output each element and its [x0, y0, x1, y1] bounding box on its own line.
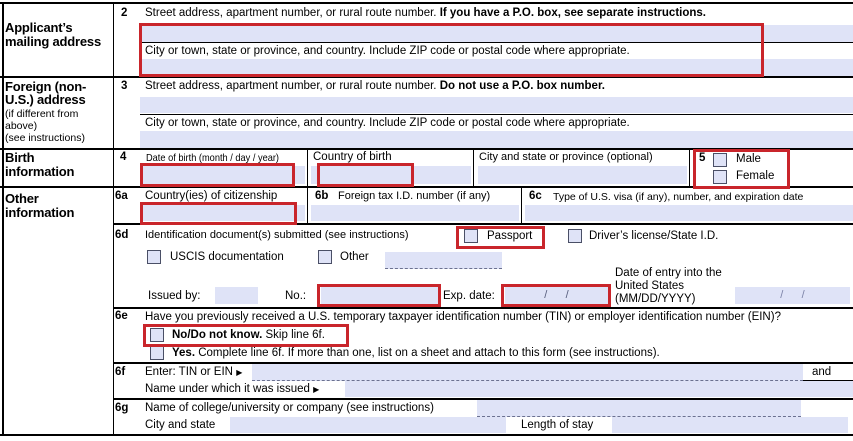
border-left: [2, 2, 4, 436]
section-note-foreign-1: (if different from: [5, 108, 79, 120]
label-column-divider: [113, 2, 114, 435]
section-label-foreign-2: U.S.) address: [5, 92, 86, 107]
length-of-stay-input[interactable]: [612, 417, 848, 433]
highlight-sex: [693, 149, 790, 189]
exp-date-slashes: / /: [544, 289, 569, 301]
arrow-icon: ▶: [236, 368, 243, 377]
border-top: [0, 2, 853, 4]
entry-date-label-3: (MM/DD/YYYY): [615, 293, 696, 305]
section-label-birth-2: information: [5, 164, 75, 179]
college-city-label: City and state: [145, 419, 216, 431]
uscis-checkbox[interactable]: [147, 250, 161, 264]
length-of-stay-label: Length of stay: [521, 419, 594, 431]
mailing-city-label: City or town, state or province, and country. Include ZIP code or postal code where appropriate.: [145, 45, 630, 57]
section-note-foreign-2: above): [5, 120, 38, 132]
section-label-other-2: information: [5, 205, 75, 220]
cell-divider: [521, 186, 522, 223]
yes-option-label: Yes. Complete line 6f. If more than one, list on a sheet and attach to this form (see instructions).: [172, 347, 660, 359]
tin-question-label: Have you previously received a U.S. temporary taxpayer identification number (TIN) or employer identification number (EIN)?: [145, 311, 781, 323]
line6g-number: 6g: [115, 402, 129, 414]
highlight-dob: [140, 163, 295, 187]
id-documents-label: Identification document(s) submitted (see instructions): [145, 229, 409, 241]
cell-divider: [307, 186, 308, 223]
college-name-label: Name of college/university or company (see instructions): [145, 402, 434, 414]
issued-by-input[interactable]: [215, 287, 258, 304]
uscis-label: USCIS documentation: [170, 251, 284, 263]
foreign-tax-id-input[interactable]: [311, 205, 519, 221]
mailing-street-label: Street address, apartment number, or rural route number. If you have a P.O. box, see separate instructions.: [145, 7, 706, 19]
row-line: [140, 114, 853, 115]
line4-number: 4: [120, 151, 127, 163]
male-label: Male: [736, 153, 761, 165]
citizenship-label: Country(ies) of citizenship: [145, 190, 278, 202]
highlight-exp-date: [501, 284, 611, 307]
no-option-label: No/Do not know. Skip line 6f.: [172, 329, 325, 341]
foreign-street-input[interactable]: [140, 97, 853, 113]
line6b-number: 6b: [315, 190, 329, 202]
highlight-citizenship: [140, 202, 297, 225]
entry-date-slashes: / /: [780, 289, 805, 301]
section-label-other: Other: [5, 191, 39, 206]
highlight-no-option: [143, 324, 349, 347]
foreign-city-label: City or town, state or province, and country. Include ZIP code or postal code where appropriate.: [145, 117, 630, 129]
cell-divider: [307, 148, 308, 186]
section-note-foreign-3: (see instructions): [5, 132, 85, 144]
line6a-number: 6a: [115, 190, 128, 202]
highlight-mailing-address: [139, 23, 764, 77]
section-label-applicant: Applicant’s: [5, 20, 73, 35]
drivers-license-label: Driver’s license/State I.D.: [589, 230, 719, 242]
birth-city-label: City and state or province (optional): [479, 151, 653, 163]
foreign-tax-id-label: Foreign tax I.D. number (if any): [338, 190, 491, 202]
other-label: Other: [340, 251, 369, 263]
and-label: and: [812, 366, 832, 378]
line6c-number: 6c: [529, 190, 542, 202]
line2-number: 2: [121, 7, 128, 19]
section-label-foreign: Foreign (non-: [5, 79, 87, 94]
exp-date-label: Exp. date:: [443, 290, 495, 302]
drivers-license-checkbox[interactable]: [568, 229, 582, 243]
yes-checkbox[interactable]: [150, 346, 164, 360]
arrow-icon: ▶: [313, 385, 320, 394]
section-label-birth: Birth: [5, 150, 35, 165]
other-document-input[interactable]: [385, 252, 502, 269]
name-issued-label: Name under which it was issued ▶: [145, 383, 320, 395]
highlight-document-number: [317, 284, 441, 307]
line6d-number: 6d: [115, 229, 129, 241]
highlight-country-of-birth: [317, 163, 414, 187]
entry-date-label-2: United States: [615, 280, 685, 292]
female-label: Female: [736, 170, 775, 182]
birth-city-input[interactable]: [478, 166, 687, 184]
college-name-input[interactable]: [477, 400, 801, 417]
other-checkbox[interactable]: [318, 250, 332, 264]
highlight-passport: [456, 226, 545, 249]
issued-by-label: Issued by:: [148, 290, 201, 302]
foreign-street-label: Street address, apartment number, or rural route number. Do not use a P.O. box number.: [145, 80, 605, 92]
divider-line: [113, 307, 853, 309]
border-bottom: [0, 434, 853, 436]
dob-label: Date of birth (month / day / year): [146, 152, 280, 164]
section-label-applicant-2: mailing address: [5, 34, 101, 49]
entry-date-label-1: Date of entry into the: [615, 267, 722, 279]
line6f-number: 6f: [115, 366, 126, 378]
passport-label: Passport: [487, 230, 533, 242]
tin-ein-input[interactable]: [252, 364, 803, 381]
country-of-birth-label: Country of birth: [313, 151, 392, 163]
tin-ein-label: Enter: TIN or EIN ▶: [145, 366, 243, 378]
line6e-number: 6e: [115, 310, 128, 322]
name-issued-input[interactable]: [345, 381, 853, 397]
cell-divider: [689, 148, 690, 186]
line5-number: 5: [699, 152, 706, 164]
college-city-input[interactable]: [230, 417, 506, 433]
visa-input[interactable]: [525, 205, 853, 221]
document-number-label: No.:: [285, 290, 307, 302]
line3-number: 3: [121, 80, 128, 92]
visa-label: Type of U.S. visa (if any), number, and expiration date: [553, 191, 804, 203]
foreign-city-input[interactable]: [140, 131, 853, 148]
cell-divider: [473, 148, 474, 186]
